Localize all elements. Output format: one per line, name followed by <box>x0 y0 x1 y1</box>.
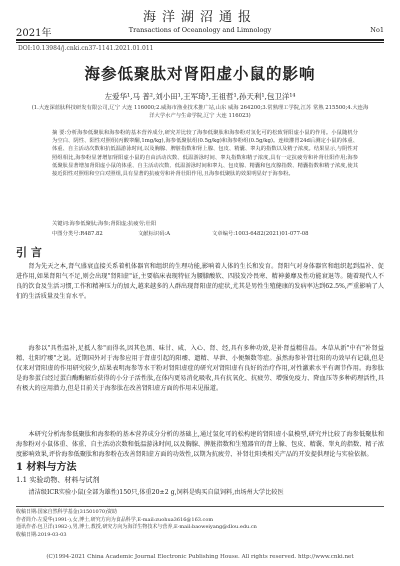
document-code: 文献标识码:A <box>138 231 171 237</box>
class-number: 中图分类号:R487.82 <box>52 231 103 237</box>
article-number: 文章编号:1003-6482(2021)01-077-08 <box>212 231 309 237</box>
section-heading-methods: 1 材料与方法 <box>16 462 77 473</box>
intro-paragraph-2: 海参以"具性温补,足抵人参"而得名,因其色黑、味甘、咸、入心、肾、经,具有多种功效,是补肾益精佳品。本草从新"中有"补肾益精、壮阳疗痿"之说。近期国外对于海参应用于肾虚引起的阳痿、遗精、早泄、小便频数等症。虽然海参补肾壮阳的功效早有记载,但是仅来对肾阳虚的作用研究较少,结果表明海参等水干粉对肾阳虚症的研究对肾阳虚有良好的治疗作用,对性激素水平有调节作用。海参肽是海参蛋白经过蛋白酶酶解后获得的小分子活性肽,在体内更易消化吸收,具有抗氧化、抗疲劳、增强免疫力、降血压等多种药理活性,具有极大的应用潜力,但是目前关于海参肽在改善肾阳虚方面的作用未见报道。 <box>16 345 384 392</box>
intro-paragraph-3: 本研究分析海参低聚肽和海参粉的基本营养成分分析的基础上,通过氢化可的松构建的肾阳虚小鼠模型,研究并比较了海参低聚肽和海参粉对小鼠体重、体重、自主活动次数和低温游泳时间,以及胸腺、脾脏指数和生殖器官的肾上腺、包皮、精囊、睾丸的指数、精子浓度影响效果,评价海参低聚肽和海参粉在改善肾阳虚方面的功效性,以期为抗疲劳、补肾壮阳类相关产品的开发提供理论与实验依据。 <box>16 431 384 458</box>
journal-title: 海洋湖沼通报 <box>142 10 257 25</box>
issue-number: No1 <box>370 26 384 34</box>
journal-english-title: Transactions of Oceanology and Limnology <box>128 26 272 34</box>
section-heading-introduction: 引 言 <box>16 246 42 259</box>
intro-paragraph-1: 肾为先天之本,肾气盛衰直接关系着机体器官和组织的生理功能,影响着人体的生长和发育。肾阳气对身体器官和组织起到温补、促进作用,如果肾阳气不足,则会出现"肾阳虚"证,主要临床表现特征为腰膝酸软、四肢发冷畏寒、精神萎靡及性功能衰退等。随着现代人不良的饮食及生活习惯,工作和精神压力的加大,越来越多的人群出现肾阳虚的症状,尤其是男性生殖健康的发病率达到62.5%,严重影响了人们的生活质量及生育水平。 <box>16 263 384 300</box>
footnote-funding: 收稿日期:国家自然科学基金(31501070)资助 <box>16 509 118 515</box>
abstract: 摘 要:分析海参低聚肽和海参粉的基本营养成分,研究并比较了海参低聚肽和海参粉对氢化可的松致肾阳虚小鼠的作用。小鼠随机分为空白、阴性、阳性对照组(丙酸睾酮,1mg/kg),海参低聚肽组(0.5g/kg)和海参粉组(0.5g/kg)。连续灌胃24d后测定小鼠的体重、体重、自主活动次数和抗低温游泳时间,以及胸腺、脾脏指数和肾上腺、包皮、精囊、睾丸的指数以及精子浓度。结果显示,与阴性对照组相比,海参粉显著增加肾阳虚小鼠的自由活动次数、低温游泳时间、睾丸指数和精子浓度,具有一定抗疲劳和补肾壮阳作用;海参低聚肽显著增加肾阳虚小鼠的体重、自主活动次数、低温游泳时间和睾丸、包皮腺、精囊和包皮腺指数、精囊指数和精子浓度,使其接近阳性对照组和空白对照组,具有显著的抗疲劳和补肾壮阳作用,且海参低聚肽的效果明显好于海参粉。 <box>52 130 358 178</box>
author-list: 左爱华¹,马 普²,刘小田¹,王军琦³,王祖哲¹,孙天利¹,包卫洋¹⁴ <box>104 92 296 101</box>
keywords: 关键词:海参低聚肽;海参;肾阳虚;抗疲劳;壮阳 <box>52 221 157 227</box>
copyright-footer: (C)1994-2021 China Academic Journal Electronic Publishing House. All rights reserved. http://www.cnki.net <box>46 554 354 560</box>
header-rule-thin <box>16 42 384 43</box>
subsection-heading-1-1: 1.1 实验动物、材料与试剂 <box>16 476 100 484</box>
paper-title: 海参低聚肽对肾阳虚小鼠的影响 <box>84 64 316 83</box>
header-rule <box>16 39 384 41</box>
affiliations: (1.大连深蓝肽科技研发有限公司,辽宁 大连 116000;2.威海市渔业技术推广站,山东 威海 264200;3.常熟理工学院,江苏 常熟 215500;4.大连海洋大学水产与生命学院,辽宁 大连 116023) <box>31 105 369 119</box>
issue-year: 2021年 <box>16 28 52 39</box>
doi[interactable]: DOI:10.13984/j.cnki.cn37-1141.2021.01.011 <box>18 45 154 52</box>
footnote-rule <box>16 506 384 507</box>
footnotes <box>16 509 384 539</box>
running-header <box>16 24 384 38</box>
footnote-first-author: 作者简介:左爱华(1991-),女,博士,研究方向为食品科学,E-mail:zuohua3616@163.com <box>16 516 214 523</box>
subsection-1-1-text: 清洁级ICR实验小鼠(全部为雄性)150只,体重20±2 g,饲料是购买自鼠饲料,由场州大学比较医 <box>28 489 284 496</box>
footnote-received-date: 收稿日期:2019-03-03 <box>16 531 67 538</box>
footnote-corresponding-author: 通讯作者:包卫洋(1982-),男,博士,教授,研究方向为海洋生物技术与营养,E-mail:baoweiyang@dlou.edu.cn <box>16 524 257 530</box>
